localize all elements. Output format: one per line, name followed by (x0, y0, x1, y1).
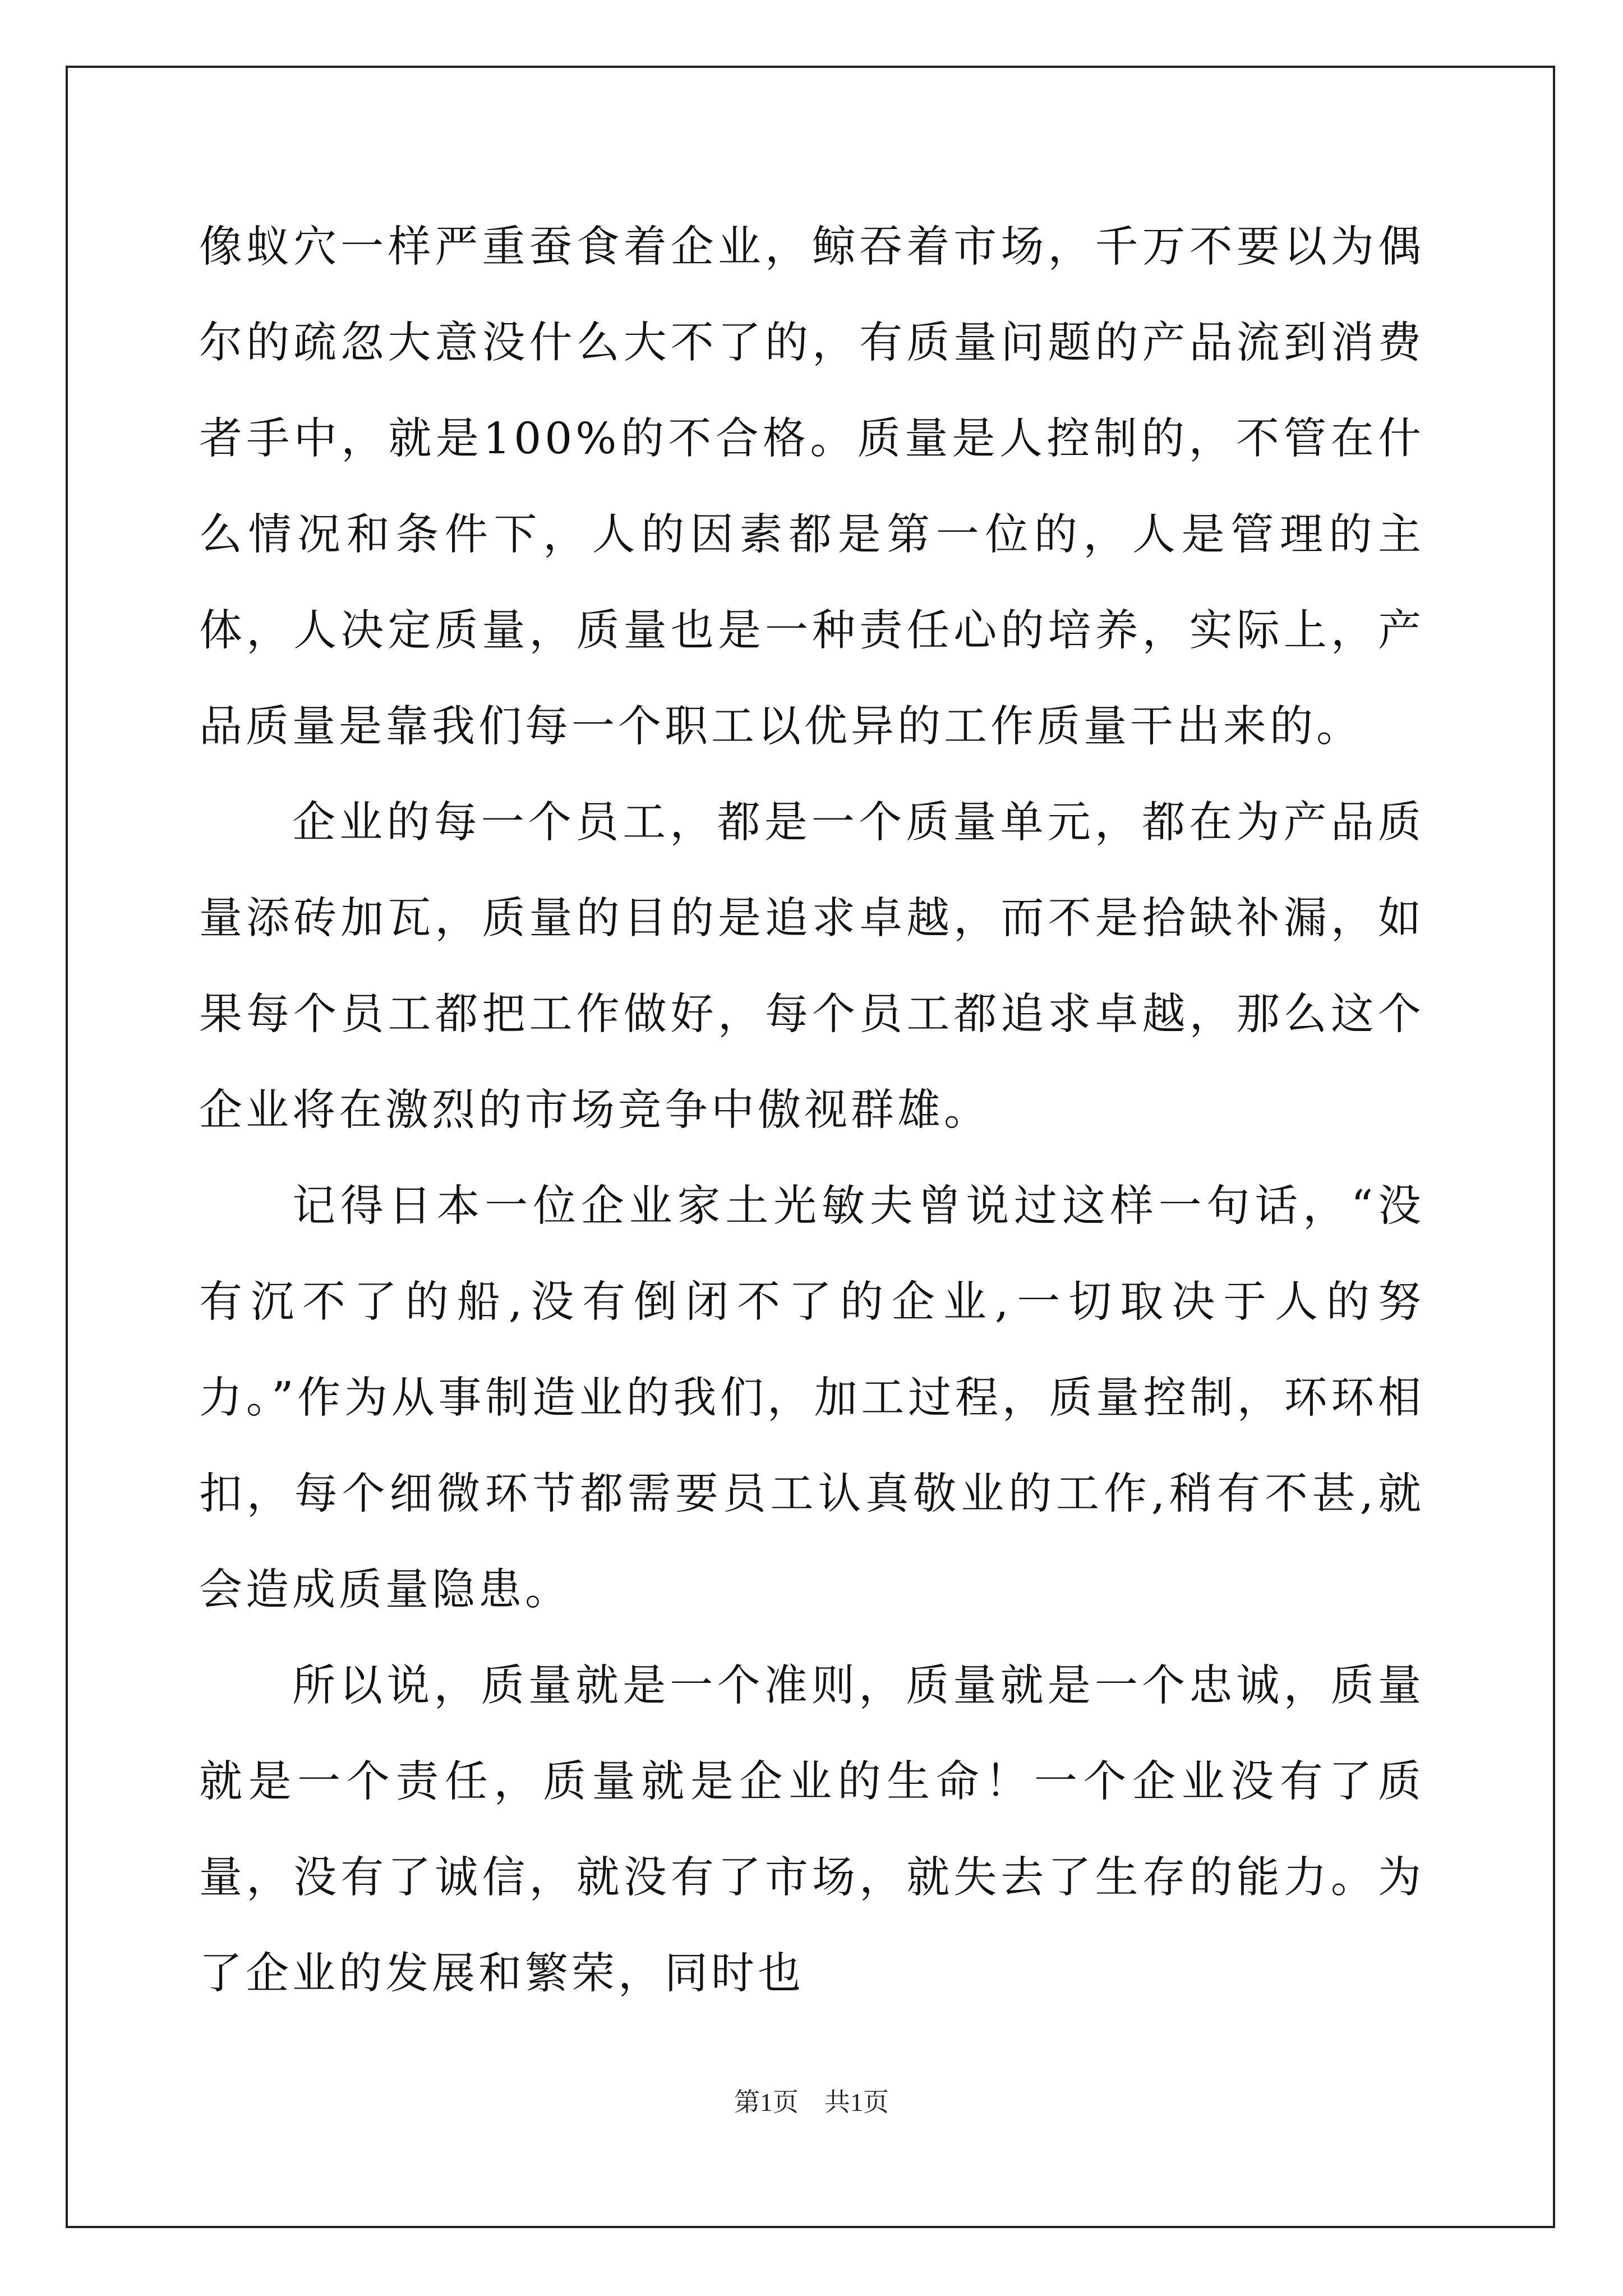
page-number-footer: 第1页 共1页 (734, 2088, 889, 2116)
paragraph-3: 记得日本一位企业家土光敏夫曾说过这样一句话，“没有沉不了的船,没有倒闭不了的企业,一切取决于人的努力。”作为从事制造业的我们，加工过程，质量控制，环环相扣，每个细微环节都需要员工认真敬业的工作,稍有不甚,就会造成质量隐患。 (199, 1181, 1424, 1615)
paragraph-1: 像蚁穴一样严重蚕食着企业，鲸吞着市场，千万不要以为偶尔的疏忽大意没什么大不了的，有质量问题的产品流到消费者手中，就是100%的不合格。质量是人控制的，不管在什么情况和条件下，人的因素都是第一位的，人是管理的主体，人决定质量，质量也是一种责任心的培养，实际上，产品质量是靠我们每一个职工以优异的工作质量干出来的。 (199, 222, 1424, 752)
paragraph-4: 所以说，质量就是一个准则，质量就是一个忠诚，质量就是一个责任，质量就是企业的生命！一个企业没有了质量，没有了诚信，就没有了市场，就失去了生存的能力。为了企业的发展和繁荣，同时也 (199, 1661, 1424, 1999)
document-body (199, 199, 1424, 2022)
paragraph-2: 企业的每一个员工，都是一个质量单元，都在为产品质量添砖加瓦，质量的目的是追求卓越，而不是拾缺补漏，如果每个员工都把工作做好，每个员工都追求卓越，那么这个企业将在激烈的市场竞争中傲视群雄。 (199, 798, 1424, 1135)
